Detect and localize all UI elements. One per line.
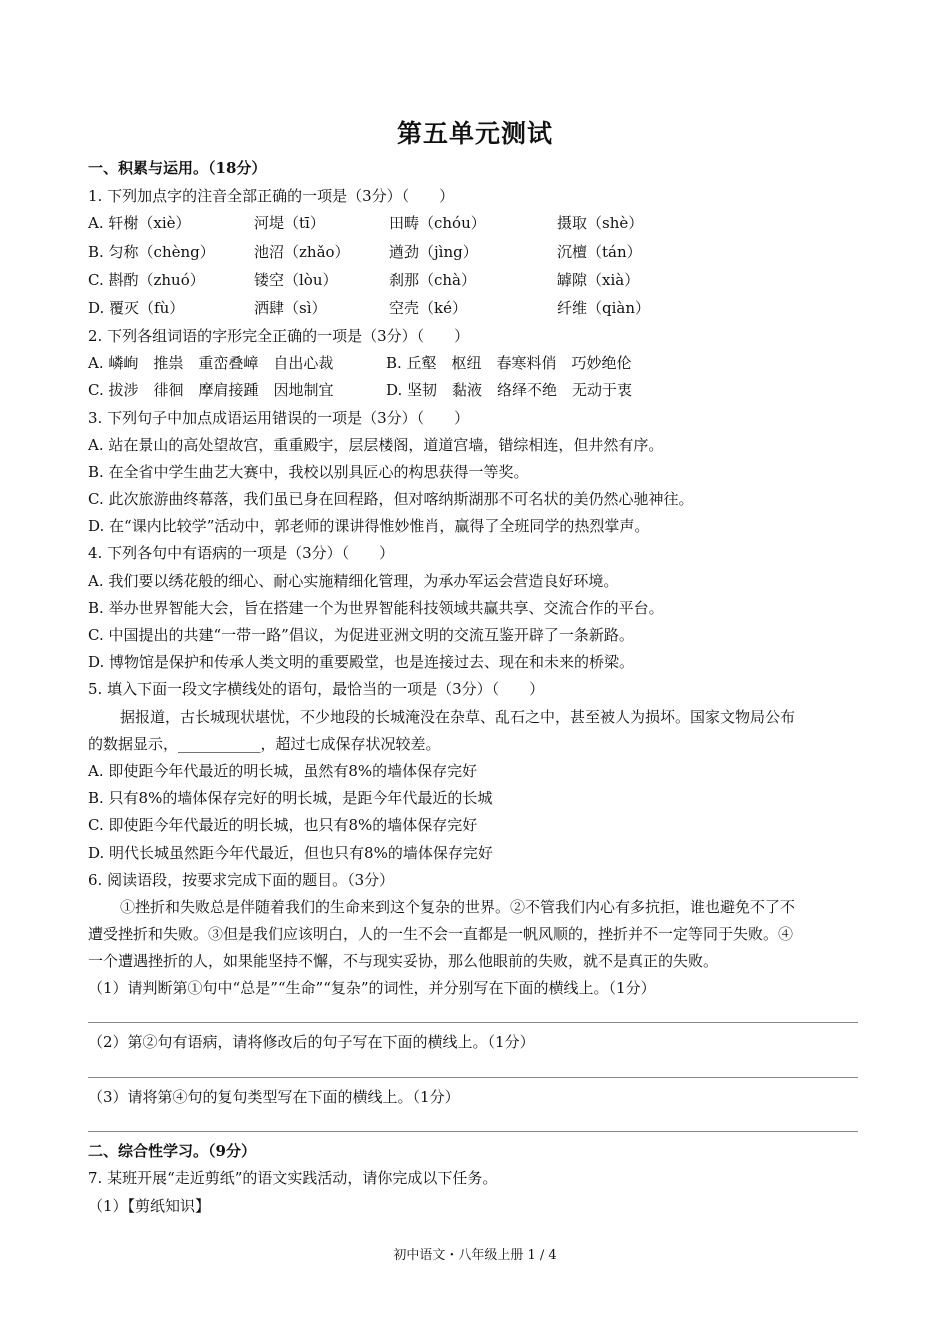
q2-a: A. 嶙峋 推祟 重峦叠嶂 自出心裁 bbox=[88, 354, 334, 372]
section1-heading: 一、积累与运用。（18分） bbox=[88, 159, 267, 177]
answer-line-2[interactable] bbox=[88, 1077, 858, 1078]
q1-row-c bbox=[88, 270, 639, 290]
q1-row-d bbox=[88, 298, 650, 318]
q1-row-a bbox=[88, 213, 643, 233]
q1-b2: 池沼（zhǎo） bbox=[254, 243, 350, 261]
q4-option-d: D. 博物馆是保护和传承人类文明的重要殿堂，也是连接过去、现在和未来的桥梁。 bbox=[88, 653, 635, 671]
q2-row-cd bbox=[88, 380, 632, 400]
q2-b: B. 丘壑 枢纽 春寒料俏 巧妙绝伦 bbox=[386, 354, 632, 372]
q3-option-d: D. 在“课内比较学”活动中，郭老师的课讲得惟妙惟肖，赢得了全班同学的热烈掌声。 bbox=[88, 517, 650, 535]
q5-stem: 5. 填入下面一段文字横线处的语句，最恰当的一项是（3分）（ ） bbox=[88, 680, 545, 698]
q1-a2: 河堤（tī） bbox=[254, 214, 325, 232]
q1-d2: 洒肆（sì） bbox=[254, 299, 327, 317]
answer-line-1[interactable] bbox=[88, 1022, 858, 1023]
q4-option-a: A. 我们要以绣花般的细心、耐心实施精细化管理，为承办军运会营造良好环境。 bbox=[88, 572, 619, 590]
q5-passage-line2: 的数据显示，___________，超过七成保存状况较差。 bbox=[88, 735, 441, 753]
q1-c3: 刹那（chà） bbox=[389, 271, 477, 289]
q6-sub3: （3）请将第④句的复句类型写在下面的横线上。（1分） bbox=[88, 1088, 460, 1106]
page-footer: 初中语文・八年级上册 1 / 4 bbox=[393, 1248, 557, 1263]
q5-option-c: C. 即使距今年代最近的明长城，也只有8%的墙体保存完好 bbox=[88, 816, 478, 834]
q2-c: C. 拔涉 徘徊 摩肩接踵 因地制宜 bbox=[88, 381, 334, 399]
q1-a3: 田畴（chóu） bbox=[389, 214, 486, 232]
q3-option-b: B. 在全省中学生曲艺大赛中，我校以别具匠心的构思获得一等奖。 bbox=[88, 463, 529, 481]
q3-option-c: C. 此次旅游曲终幕落，我们虽已身在回程路，但对喀纳斯湖那不可名状的美仍然心驰神往。 bbox=[88, 490, 694, 508]
q4-option-c: C. 中国提出的共建“一带一路”倡议，为促进亚洲文明的交流互鉴开辟了一条新路。 bbox=[88, 626, 634, 644]
q6-stem: 6. 阅读语段，按要求完成下面的题目。（3分） bbox=[88, 871, 395, 889]
q1-c1: C. 斟酌（zhuó） bbox=[88, 271, 205, 289]
q1-stem: 1. 下列加点字的注音全部正确的一项是（3分）（ ） bbox=[88, 187, 455, 205]
q2-row-ab bbox=[88, 353, 632, 373]
q1-a4: 摄取（shè） bbox=[557, 214, 644, 232]
q6-sub1: （1）请判断第①句中“总是”“生命”“复杂”的词性，并分别写在下面的横线上。（1分） bbox=[88, 979, 656, 997]
q2-stem: 2. 下列各组词语的字形完全正确的一项是（3分）（ ） bbox=[88, 327, 470, 345]
q6-passage-line1: ①挫折和失败总是伴随着我们的生命来到这个复杂的世界。②不管我们内心有多抗拒，谁也避免不了不 bbox=[120, 898, 796, 916]
q1-d3: 空壳（ké） bbox=[389, 299, 467, 317]
q7-sub1: （1）【剪纸知识】 bbox=[88, 1197, 211, 1215]
q7-stem: 7. 某班开展“走近剪纸”的语文实践活动，请你完成以下任务。 bbox=[88, 1169, 498, 1187]
q6-passage-line3: 一个遭遇挫折的人，如果能坚持不懈，不与现实妥协，那么他眼前的失败，就不是真正的失败。 bbox=[88, 952, 719, 970]
q1-row-b bbox=[88, 242, 642, 262]
q6-sub2: （2）第②句有语病，请将修改后的句子写在下面的横线上。（1分） bbox=[88, 1033, 535, 1051]
q5-option-d: D. 明代长城虽然距今年代最近，但也只有8%的墙体保存完好 bbox=[88, 844, 493, 862]
q1-b4: 沉檀（tán） bbox=[557, 243, 642, 261]
q1-d1: D. 覆灭（fù） bbox=[88, 299, 185, 317]
q1-c2: 镂空（lòu） bbox=[254, 271, 338, 289]
q2-d: D. 坚韧 黏液 络绎不绝 无动于衷 bbox=[386, 381, 633, 399]
q3-stem: 3. 下列句子中加点成语运用错误的一项是（3分）（ ） bbox=[88, 409, 470, 427]
q1-d4: 纤维（qiàn） bbox=[557, 299, 651, 317]
q1-b1: B. 匀称（chèng） bbox=[88, 243, 215, 261]
q1-c4: 罅隙（xià） bbox=[557, 271, 640, 289]
q3-option-a: A. 站在景山的高处望故宫，重重殿宇，层层楼阁，道道宫墙，错综相连，但井然有序。 bbox=[88, 436, 664, 454]
q1-b3: 遒劲（jìng） bbox=[389, 243, 478, 261]
section2-heading: 二、综合性学习。（9分） bbox=[88, 1142, 256, 1160]
answer-line-3[interactable] bbox=[88, 1131, 858, 1132]
q4-option-b: B. 举办世界智能大会，旨在搭建一个为世界智能科技领域共赢共享、交流合作的平台。 bbox=[88, 599, 664, 617]
page-title: 第五单元测试 bbox=[396, 119, 553, 148]
q5-passage-line1: 据报道，古长城现状堪忧，不少地段的长城淹没在杂草、乱石之中，甚至被人为损坏。国家文物局公布 bbox=[120, 708, 796, 726]
q4-stem: 4. 下列各句中有语病的一项是（3分）（ ） bbox=[88, 544, 395, 562]
q6-passage-line2: 遭受挫折和失败。③但是我们应该明白，人的一生不会一直都是一帆风顺的，挫折并不一定等同于失败。④ bbox=[88, 925, 794, 943]
q1-a1: A. 轩榭（xiè） bbox=[88, 214, 191, 232]
q5-option-b: B. 只有8%的墙体保存完好的明长城，是距今年代最近的长城 bbox=[88, 789, 493, 807]
q5-option-a: A. 即使距今年代最近的明长城，虽然有8%的墙体保存完好 bbox=[88, 762, 478, 780]
